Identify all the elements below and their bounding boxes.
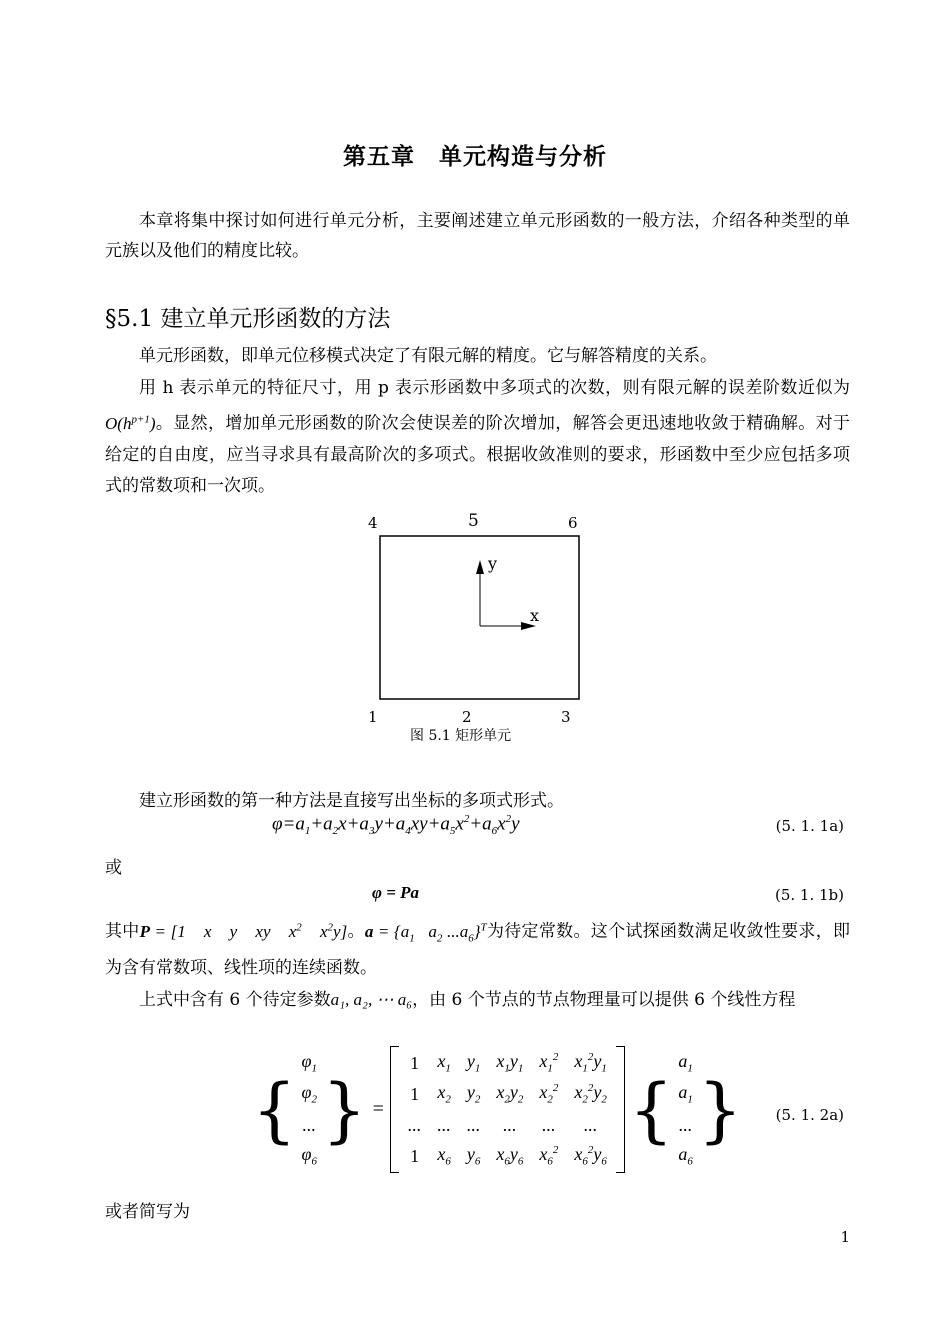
p-vector-definition: P = [1 x y xy $x^2$ $x^2y$]: [139, 921, 348, 941]
equation-label-5-1-2a: (5. 1. 2a): [775, 1106, 844, 1124]
matrix-equation-table: [252, 1046, 742, 1173]
left-brace-phi: {: [252, 1068, 297, 1151]
p4-mid: 。: [347, 921, 365, 942]
paragraph-shape-function: 单元形函数，即单元位移模式决定了有限元解的精度。它与解答精度的关系。: [139, 346, 717, 366]
p2-order-base: O(h: [105, 413, 132, 433]
node-6: 6: [568, 514, 578, 532]
p2-text-a: 用 h 表示单元的特征尺寸，用 p 表示形函数中多项式的次数，则有限元解的误差阶数近似为: [139, 378, 850, 398]
left-brace-a: {: [628, 1068, 674, 1151]
axis-x-label: x: [530, 606, 540, 625]
p5-text-b: ，由 6 个节点的节点物理量可以提供 6 个线性方程: [412, 990, 796, 1010]
p2-order-exponent: p+1: [131, 413, 150, 425]
a-vector-definition: $a = \{a_1$ $a_2$ $...a_6\}^T$: [364, 921, 487, 945]
phi-vector: $\varphi_1$ $\varphi_2$ ... $\varphi_6$: [301, 1051, 318, 1168]
node-2: 2: [462, 708, 472, 726]
paragraph-error-order: [105, 373, 850, 502]
node-5: 5: [468, 511, 479, 531]
p5-text-a: 上式中含有 6 个待定参数: [139, 990, 331, 1010]
paragraph-shorthand: 或者简写为: [105, 1202, 190, 1222]
p2-order-symbol: [105, 414, 156, 433]
equals-sign: =: [372, 1098, 384, 1120]
left-bracket-matrix: [390, 1047, 399, 1173]
right-brace-phi: }: [322, 1068, 367, 1151]
paragraph-p-definition: [105, 912, 850, 983]
equation-5-1-2a: [252, 1046, 742, 1173]
right-brace-a: }: [697, 1068, 743, 1151]
intro-paragraph: 本章将集中探讨如何进行单元分析，主要阐述建立单元形函数的一般方法，介绍各种类型的单元族以及他们的精度比较。: [105, 211, 850, 261]
node-1: 1: [368, 708, 378, 726]
equation-label-5-1-1b: (5. 1. 1b): [774, 886, 844, 904]
page-number: 1: [840, 1228, 850, 1246]
parameter-list: a₁, a₂, ⋯ a₆: [330, 990, 413, 1009]
paragraph-parameters: [105, 984, 850, 1016]
p4-suffix: 为待定常数。这个试探函数满足收敛性要求，即为含有常数项、线性项的连续函数。: [105, 921, 851, 979]
figure-caption: 图 5.1 矩形单元: [410, 728, 512, 744]
p2-text-b: 。显然，增加单元形函数的阶次会使误差的阶次增加，解答会更迅速地收敛于精确解。对于给定的自由度，应当寻求具有最高阶次的多项式。根据收敛准则的要求，形函数中至少应包括多项式的常数项和一次项。: [105, 413, 850, 496]
coefficient-matrix: 1 $x_1$ $y_1$ $x_1y_1$ $x_1^2$ $x_1^2y_1$ 1 $x_2$ $y_2$ $x_2y_2$ $x_2^2$ $x_2^2y_2$ ... ... ... ... ... ... 1 $x_6$ $y_6$ $x_6y_6$ $x_6^2$ $x_6^2y_6$: [407, 1051, 607, 1168]
paragraph-method-one: 建立形函数的第一种方法是直接写出坐标的多项式形式。: [139, 791, 564, 811]
equation-5-1-1b: φ = Pa: [372, 883, 420, 902]
right-bracket-matrix: [616, 1047, 625, 1173]
equation-label-5-1-1a: (5. 1. 1a): [775, 817, 844, 835]
section-title: §5.1 建立单元形函数的方法: [105, 306, 391, 332]
or-text: 或: [105, 858, 122, 878]
a-vector: $a_1$ $a_1$ ... $a_6$: [678, 1051, 693, 1168]
p2-order-close: ): [149, 413, 156, 433]
equation-5-1-1a: $\varphi=a_1+a_2x+a_3y+a_4xy+a_5x^2+a_6x^2y$: [272, 813, 520, 838]
p4-prefix: 其中: [105, 921, 140, 942]
node-3: 3: [561, 708, 571, 726]
axis-y-label: y: [488, 554, 498, 573]
y-axis-arrow: [476, 560, 484, 574]
node-4: 4: [368, 514, 378, 532]
chapter-title: 第五章 单元构造与分析: [343, 143, 607, 170]
